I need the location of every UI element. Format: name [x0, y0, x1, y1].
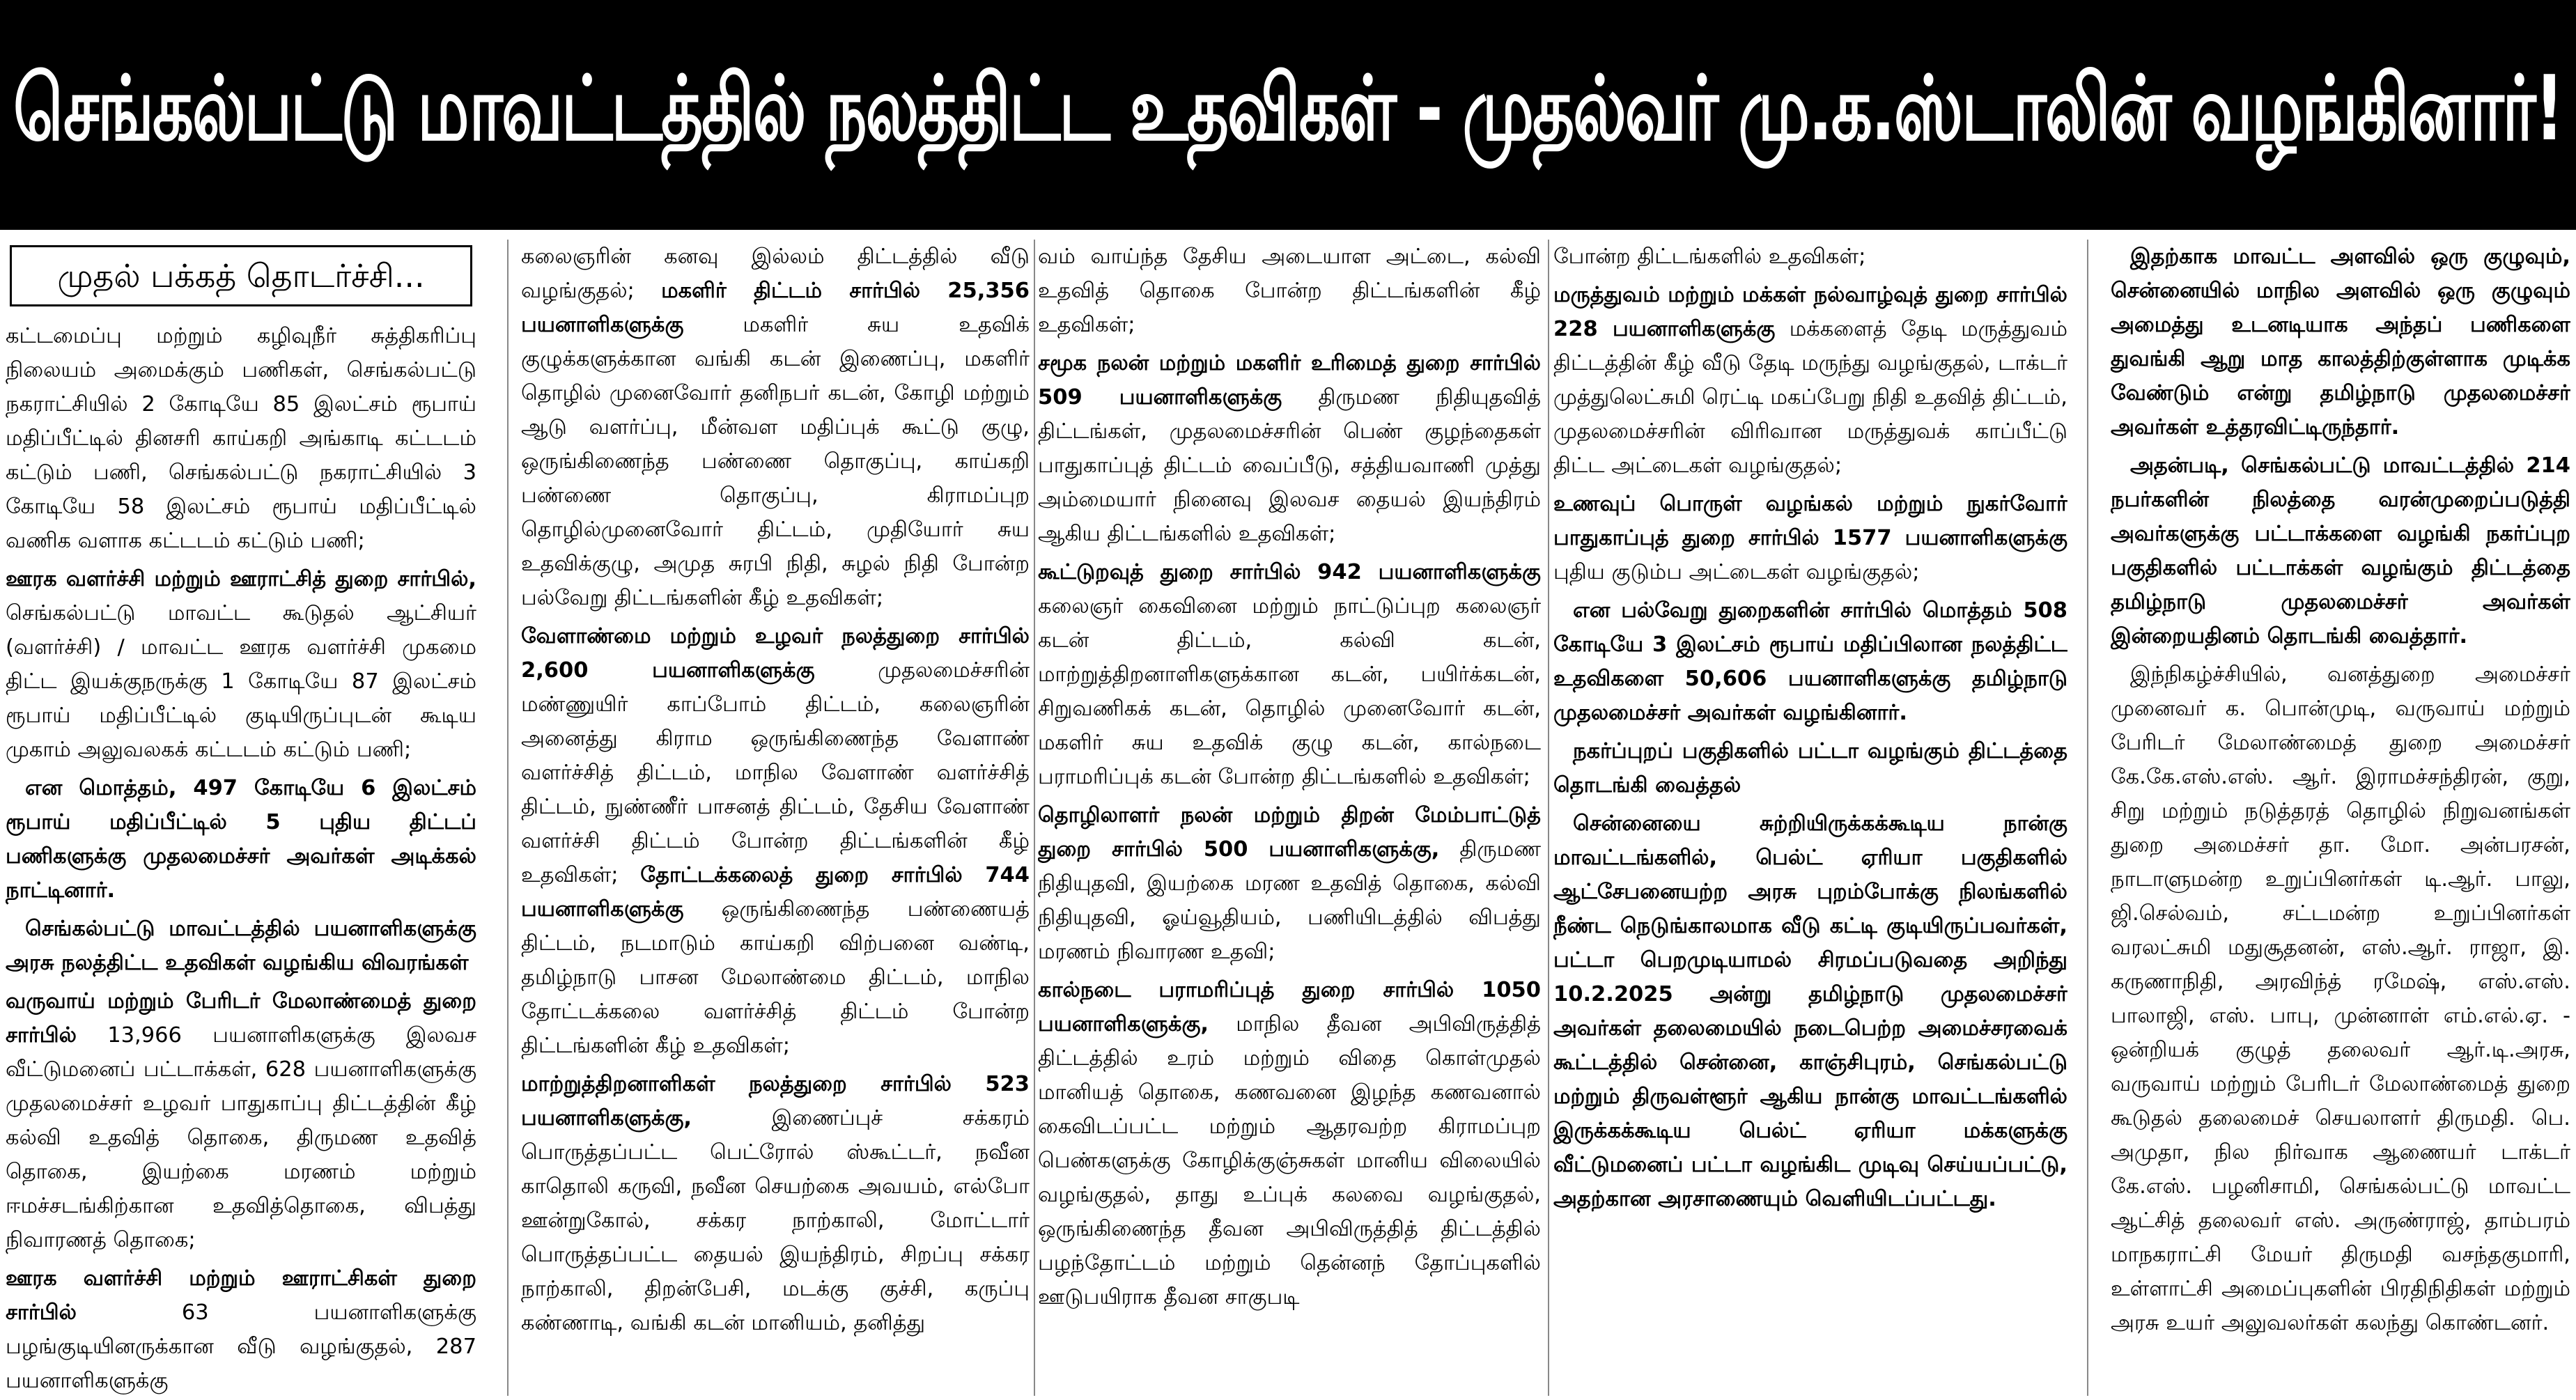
paragraph	[6, 1261, 476, 1396]
paragraph-text: புதிய குடும்ப அட்டைகள் வழங்குதல்;	[1553, 560, 1920, 584]
paragraph-text: திருமண நிதியுதவித் திட்டங்கள், முதலமைச்சரின் பெண் குழந்தைகள் பாதுகாப்புத் திட்டம் வைப்பீடு, சத்தியவாணி முத்து அம்மையார் நினைவு இலவச தையல் இயந்திரம் ஆகிய திட்டங்களில் உதவிகள்;	[1038, 385, 1541, 546]
paragraph: வம் வாய்ந்த தேசிய அடையாள அட்டை, கல்வி உதவித் தொகை போன்ற திட்டங்களின் கீழ் உதவிகள்;	[1038, 244, 1541, 337]
headline: செங்கல்பட்டு மாவட்டத்தில் நலத்திட்ட உதவிகள் - முதல்வர் மு.க.ஸ்டாலின் வழங்கினார்!	[13, 57, 2563, 161]
paragraph	[1038, 973, 1541, 1314]
column-divider	[507, 240, 509, 1396]
subheading: செங்கல்பட்டு மாவட்டத்தில் பயனாளிகளுக்கு அரசு நலத்திட்ட உதவிகள் வழங்கிய விவரங்கள்	[6, 917, 476, 975]
section-lead: கூட்டுறவுத் துறை சார்பில் 942 பயனாளிகளுக்கு	[1038, 560, 1541, 584]
section-lead: ஊரக வளர்ச்சி மற்றும் ஊராட்சிகள் துறை சார்பில்	[6, 1266, 476, 1325]
paragraph: கட்டமைப்பு மற்றும் கழிவுநீர் சுத்திகரிப்பு நிலையம் அமைக்கும் பணிகள், செங்கல்பட்டு நகராட்சியில் 2 கோடியே 85 இலட்சம் ரூபாய் மதிப்பீட்டில் தினசரி காய்கறி அங்காடி கட்டடம் கட்டும் பணி, செங்கல்பட்டு நகராட்சியில் 3 கோடியே 58 இலட்சம் ரூபாய் மதிப்பீட்டில் வணிக வளாக கட்டடம் கட்டும் பணி;	[6, 324, 476, 553]
section-lead: வருவாய் மற்றும் பேரிடர் மேலாண்மைத் துறை சார்பில்	[6, 989, 476, 1048]
section-lead: மாற்றுத்திறனாளிகள் நலத்துறை சார்பில் 523 பயனாளிகளுக்கு,	[521, 1072, 1030, 1130]
paragraph-text: கலைஞர் கைவினை மற்றும் நாட்டுப்புற கலைஞர் கடன் திட்டம், கல்வி கடன், மாற்றுத்திறனாளிகளுக்கான கடன், பயிர்க்கடன், சிறுவணிகக் கடன், தொழில் முனைவோர் கடன், மகளிர் சுய உதவிக் குழு கடன், கால்நடை பராமரிப்புக் கடன் போன்ற திட்டங்களில் உதவிகள்;	[1038, 594, 1541, 789]
article-column-5	[2111, 240, 2570, 1396]
paragraph	[1038, 555, 1541, 794]
paragraph-text: 63 பயனாளிகளுக்கு பழங்குடியினருக்கான வீடு வழங்குதல், 287 பயனாளிகளுக்கு	[6, 1300, 476, 1393]
paragraph-text: முதலமைச்சரின் மண்ணுயிர் காப்போம் திட்டம், கலைஞரின் அனைத்து கிராம ஒருங்கிணைந்த வேளாண் வளர்ச்சித் திட்டம், மாநில வேளாண் வளர்ச்சித் திட்டம், நுண்ணீர் பாசனத் திட்டம், தேசிய வேளாண் வளர்ச்சி திட்டம் போன்ற திட்டங்களின் கீழ் உதவிகள்;	[521, 658, 1030, 887]
section-lead: தொழிலாளர் நலன் மற்றும் திறன் மேம்பாட்டுத் துறை சார்பில் 500 பயனாளிகளுக்கு,	[1038, 803, 1541, 862]
paragraph	[521, 1067, 1030, 1340]
paragraph	[521, 619, 1030, 1063]
section-lead: தோட்டக்கலைத் துறை சார்பில் 744 பயனாளிகளுக்கு	[521, 863, 1030, 921]
highlight-paragraph: இதற்காக மாவட்ட அளவில் ஒரு குழுவும், சென்னையில் மாநில அளவில் ஒரு குழுவும் அமைத்து உடனடியாக அந்தப் பணிகளை துவங்கி ஆறு மாத காலத்திற்குள்ளாக முடிக்க வேண்டும் என்று தமிழ்நாடு முதலமைச்சர் அவர்கள் உத்தரவிட்டிருந்தார்.	[2111, 244, 2570, 440]
highlight-paragraph: என பல்வேறு துறைகளின் சார்பில் மொத்தம் 508 கோடியே 3 இலட்சம் ரூபாய் மதிப்பிலான நலத்திட்ட உதவிகளை 50,606 பயனாளிகளுக்கு தமிழ்நாடு முதலமைச்சர் அவர்கள் வழங்கினார்.	[1553, 598, 2067, 725]
paragraph-text: செங்கல்பட்டு மாவட்ட கூடுதல் ஆட்சியர் (வளர்ச்சி) / மாவட்ட ஊரக வளர்ச்சி முகமை திட்ட இயக்குநருக்கு 1 கோடியே 87 இலட்சம் ரூபாய் மதிப்பீட்டில் குடியிருப்புடன் கூடிய முகாம் அலுவலகக் கட்டடம் கட்டும் பணி;	[6, 601, 476, 762]
paragraph	[521, 240, 1030, 615]
section-lead: கால்நடை பராமரிப்புத் துறை சார்பில் 1050 பயனாளிகளுக்கு,	[1038, 978, 1541, 1036]
paragraph-text: மாநில தீவன அபிவிருத்தித் திட்டத்தில் உரம் மற்றும் விதை கொள்முதல் மானியத் தொகை, கணவனை இழந்த கணவனால் கைவிடப்பட்ட மற்றும் ஆதரவற்ற கிராமப்புற பெண்களுக்கு கோழிக்குஞ்சுகள் மானிய விலையில் வழங்குதல், தாது உப்புக் கலவை வழங்குதல், ஒருங்கிணைந்த தீவன அபிவிருத்தித் திட்டத்தில் பழந்தோட்டம் மற்றும் தென்னந் தோப்புகளில் ஊடுபயிராக தீவன சாகுபடி	[1038, 1012, 1541, 1309]
paragraph-text: இணைப்புச் சக்கரம் பொருத்தப்பட்ட பெட்ரோல் ஸ்கூட்டர், நவீன காதொலி கருவி, நவீன செயற்கை அவயம், எல்போ ஊன்றுகோல், சக்கர நாற்காலி, மோட்டார் பொருத்தப்பட்ட தையல் இயந்திரம், சிறப்பு சக்கர நாற்காலி, திறன்பேசி, மடக்கு குச்சி, கருப்பு கண்ணாடி, வங்கி கடன் மானியம், தனித்து	[521, 1106, 1030, 1335]
column-divider	[2087, 240, 2088, 1396]
paragraph-text: திருமண நிதியுதவி, இயற்கை மரண உதவித் தொகை, கல்வி நிதியுதவி, ஓய்வூதியம், பணியிடத்தில் விபத்து மரணம் நிவாரண உதவி;	[1038, 837, 1541, 964]
column-divider	[1034, 240, 1035, 1396]
section-lead: மருத்துவம் மற்றும் மக்கள் நல்வாழ்வுத் துறை சார்பில் 228 பயனாளிகளுக்கு	[1553, 283, 2067, 341]
article-column-4	[1553, 240, 2067, 1396]
paragraph: போன்ற திட்டங்களில் உதவிகள்;	[1553, 244, 1866, 269]
paragraph	[1038, 798, 1541, 969]
paragraph	[1553, 278, 2067, 483]
paragraph-text: ஒருங்கிணைந்த பண்ணையத் திட்டம், நடமாடும் காய்கறி விற்பனை வண்டி, தமிழ்நாடு பாசன மேலாண்மை திட்டம், மாநில தோட்டக்கலை வளர்ச்சித் திட்டம் போன்ற திட்டங்களின் கீழ் உதவிகள்;	[521, 897, 1030, 1058]
continuation-label: முதல் பக்கத் தொடர்ச்சி...	[10, 245, 472, 306]
highlight-paragraph: அதன்படி, செங்கல்பட்டு மாவட்டத்தில் 214 நபர்களின் நிலத்தை வரன்முறைப்படுத்தி அவர்களுக்கு பட்டாக்களை வழங்கி நகர்ப்புற பகுதிகளில் பட்டாக்கள் வழங்கும் திட்டத்தை தமிழ்நாடு முதலமைச்சர் அவர்கள் இன்றையதினம் தொடங்கி வைத்தார்.	[2111, 453, 2570, 648]
article-column-1	[6, 240, 476, 1396]
paragraph	[6, 562, 476, 767]
paragraph-text: 13,966 பயனாளிகளுக்கு இலவச வீட்டுமனைப் பட்டாக்கள், 628 பயனாளிகளுக்கு முதலமைச்சர் உழவர் பாதுகாப்பு திட்டத்தின் கீழ் கல்வி உதவித் தொகை, திருமண உதவித் தொகை, இயற்கை மரணம் மற்றும் ஈமச்சடங்கிற்கான உதவித்தொகை, விபத்து நிவாரணத் தொகை;	[6, 1023, 476, 1252]
section-lead: சமூக நலன் மற்றும் மகளிர் உரிமைத் துறை சார்பில் 509 பயனாளிகளுக்கு	[1038, 351, 1541, 410]
section-lead: ஊரக வளர்ச்சி மற்றும் ஊராட்சித் துறை சார்பில்,	[6, 567, 476, 591]
paragraph-text: மகளிர் சுய உதவிக் குழுக்களுக்கான வங்கி கடன் இணைப்பு, மகளிர் தொழில் முனைவோர் தனிநபர் கடன், கோழி மற்றும் ஆடு வளர்ப்பு, மீன்வள மதிப்புக் கூட்டு குழு, ஒருங்கிணைந்த பண்ணை தொகுப்பு, காய்கறி பண்ணை தொகுப்பு, கிராமப்புற தொழில்முனைவோர் திட்டம், முதியோர் சுய உதவிக்குழு, அமுத சுரபி நிதி, சுழல் நிதி போன்ற பல்வேறு திட்டங்களின் கீழ் உதவிகள்;	[521, 313, 1030, 610]
paragraph	[6, 984, 476, 1257]
subheading: நகர்ப்புறப் பகுதிகளில் பட்டா வழங்கும் திட்டத்தை தொடங்கி வைத்தல்	[1553, 739, 2067, 798]
highlight-paragraph: என மொத்தம், 497 கோடியே 6 இலட்சம் ரூபாய் மதிப்பீட்டில் 5 புதிய திட்டப் பணிகளுக்கு முதலமைச்சர் அவர்கள் அடிக்கல் நாட்டினார்.	[6, 776, 476, 903]
headline-banner	[0, 0, 2576, 230]
paragraph	[1553, 487, 2067, 589]
article-column-2	[521, 240, 1030, 1396]
section-lead: வேளாண்மை மற்றும் உழவர் நலத்துறை சார்பில் 2,600 பயனாளிகளுக்கு	[521, 624, 1030, 683]
paragraph-text: மக்களைத் தேடி மருத்துவம் திட்டத்தின் கீழ் வீடு தேடி மருந்து வழங்குதல், டாக்டர் முத்துலெட்சுமி ரெட்டி மகப்பேறு நிதி உதவித் திட்டம், முதலமைச்சரின் விரிவான மருத்துவக் காப்பீட்டு திட்ட அட்டைகள் வழங்குதல்;	[1553, 317, 2067, 478]
section-lead: உணவுப் பொருள் வழங்கல் மற்றும் நுகர்வோர் பாதுகாப்புத் துறை சார்பில் 1577 பயனாளிகளுக்கு	[1553, 492, 2067, 550]
paragraph-text: கலைஞரின் கனவு இல்லம் திட்டத்தில் வீடு வழங்குதல்;	[521, 244, 1030, 303]
article-column-3	[1038, 240, 1541, 1396]
paragraph	[1038, 346, 1541, 551]
section-lead: மகளிர் திட்டம் சார்பில் 25,356 பயனாளிகளுக்கு	[521, 279, 1030, 337]
highlight-paragraph: சென்னையை சுற்றியிருக்கக்கூடிய நான்கு மாவட்டங்களில், பெல்ட் ஏரியா பகுதிகளில் ஆட்சேபனையற்ற அரசு புறம்போக்கு நிலங்களில் நீண்ட நெடுங்காலமாக வீடு கட்டி குடியிருப்பவர்கள், பட்டா பெறமுடியாமல் சிரமப்படுவதை அறிந்து 10.2.2025 அன்று தமிழ்நாடு முதலமைச்சர் அவர்கள் தலைமையில் நடைபெற்ற அமைச்சரவைக் கூட்டத்தில் சென்னை, காஞ்சிபுரம், செங்கல்பட்டு மற்றும் திருவள்ளூர் ஆகிய நான்கு மாவட்டங்களில் இருக்கக்கூடிய பெல்ட் ஏரியா மக்களுக்கு வீட்டுமனைப் பட்டா வழங்கிட முடிவு செய்யப்பட்டு, அதற்கான அரசாணையும் வெளியிடப்பட்டது.	[1553, 811, 2067, 1211]
column-divider	[1548, 240, 1549, 1396]
paragraph: இந்நிகழ்ச்சியில், வனத்துறை அமைச்சர் முனைவர் க. பொன்முடி, வருவாய் மற்றும் பேரிடர் மேலாண்மைத் துறை அமைச்சர் கே.கே.எஸ்.எஸ். ஆர். இராமச்சந்திரன், குறு, சிறு மற்றும் நடுத்தரத் தொழில் நிறுவனங்கள் துறை அமைச்சர் தா. மோ. அன்பரசன், நாடாளுமன்ற உறுப்பினர்கள் டி.ஆர். பாலு, ஜி.செல்வம், சட்டமன்ற உறுப்பினர்கள் வரலட்சுமி மதுசூதனன், எஸ்.ஆர். ராஜா, இ. கருணாநிதி, அரவிந்த் ரமேஷ், எஸ்.எஸ். பாலாஜி, எஸ். பாபு, முன்னாள் எம்.எல்.ஏ. - ஒன்றியக் குழுத் தலைவர் ஆர்.டி.அரசு, வருவாய் மற்றும் பேரிடர் மேலாண்மைத் துறை கூடுதல் தலைமைச் செயலாளர் திருமதி. பெ. அமுதா, நில நிர்வாக ஆணையர் டாக்டர் கே.எஸ். பழனிசாமி, செங்கல்பட்டு மாவட்ட ஆட்சித் தலைவர் எஸ். அருண்ராஜ், தாம்பரம் மாநகராட்சி மேயர் திருமதி வசந்தகுமாரி, உள்ளாட்சி அமைப்புகளின் பிரதிநிதிகள் மற்றும் அரசு உயர் அலுவலர்கள் கலந்து கொண்டனர்.	[2111, 662, 2570, 1335]
